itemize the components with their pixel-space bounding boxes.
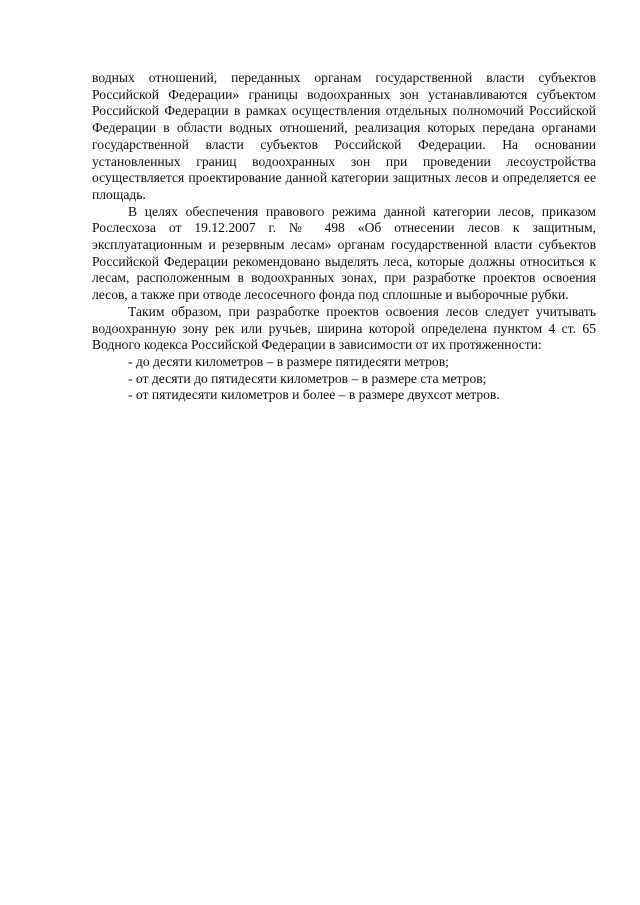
paragraph-conclusion: Таким образом, при разработке проектов освоения лесов следует учитывать водоохранную зону рек или ручьев, ширина которой определена пунктом 4 ст. 65 Водного кодекса Российской Федерации в зависимости от их протяженности: bbox=[92, 303, 596, 353]
document-page bbox=[92, 70, 596, 404]
list-item: - до десяти километров – в размере пятидесяти метров; bbox=[128, 353, 449, 369]
list-item: - от десяти до пятидесяти километров – в размере ста метров; bbox=[128, 370, 487, 386]
protection-zone-list bbox=[92, 354, 596, 404]
paragraph-continuation: водных отношений, переданных органам государственной власти субъектов Российской Федерации» границы водоохранных зон устанавливаются субъектом Российской Федерации в рамках осуществления отдельных полномочий Российской Федерации в области водных отношений, реализация которых передана органами государственной власти субъектов Российской Федерации. На основании установленных границ водоохранных зон при проведении лесоустройства осуществляется проектирование данной категории защитных лесов и определяется ее площадь. bbox=[92, 70, 596, 202]
paragraph-rosleskhoz-order: В целях обеспечения правового режима данной категории лесов, приказом Рослесхоза от 19.12.2007 г. № 498 «Об отнесении лесов к защитным, эксплуатационным и резервным лесам» органам государственной власти субъектов Российской Федерации рекомендовано выделять леса, которые должны относиться к лесам, расположенным в водоохранных зонах, при разработке проектов освоения лесов, а также при отводе лесосечного фонда под сплошные и выборочные рубки. bbox=[92, 203, 596, 303]
list-item: - от пятидесяти километров и более – в размере двухсот метров. bbox=[128, 387, 500, 403]
